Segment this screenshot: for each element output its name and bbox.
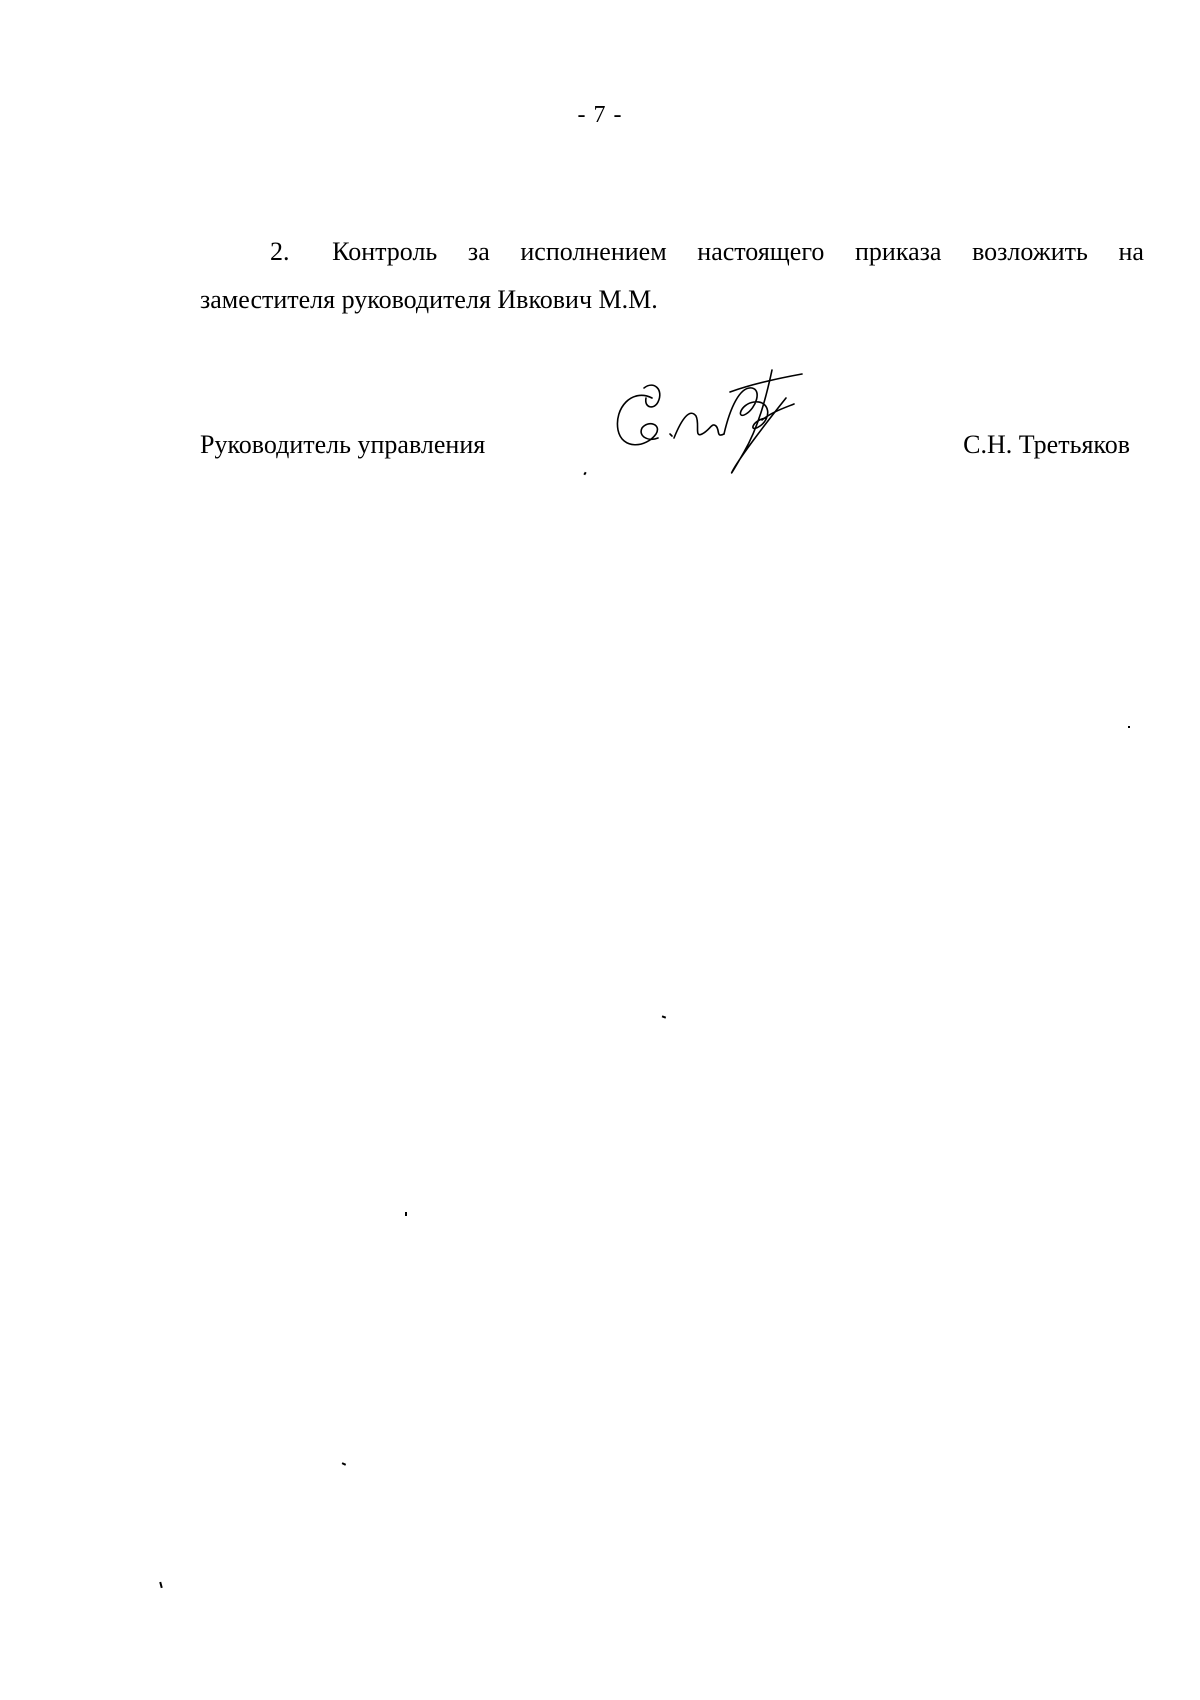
order-paragraph: [200, 228, 1144, 324]
paragraph-word: возложить: [972, 237, 1088, 266]
signer-title: Руководитель управления: [200, 430, 486, 459]
scan-speck: [405, 1212, 407, 1216]
scan-speck: [662, 1015, 666, 1018]
paragraph-word: исполнением: [520, 237, 667, 266]
scan-speck: [342, 1462, 346, 1465]
scan-speck: [1128, 726, 1130, 728]
paragraph-second-line: заместителя руководителя Ивкович М.М.: [200, 285, 658, 314]
paragraph-word: приказа: [855, 237, 942, 266]
handwritten-signature: [612, 368, 832, 498]
paragraph-word: настоящего: [697, 237, 825, 266]
scan-speck: [583, 472, 586, 476]
scan-speck: [159, 1582, 162, 1588]
paragraph-first-line: [200, 228, 1144, 276]
page-number: - 7 -: [577, 102, 623, 128]
paragraph-word: на: [1118, 237, 1144, 266]
paragraph-word: Контроль: [332, 237, 438, 266]
signer-name: С.Н. Третьяков: [963, 430, 1130, 459]
paragraph-word: за: [467, 237, 490, 266]
paragraph-item-number: 2.: [270, 237, 290, 266]
